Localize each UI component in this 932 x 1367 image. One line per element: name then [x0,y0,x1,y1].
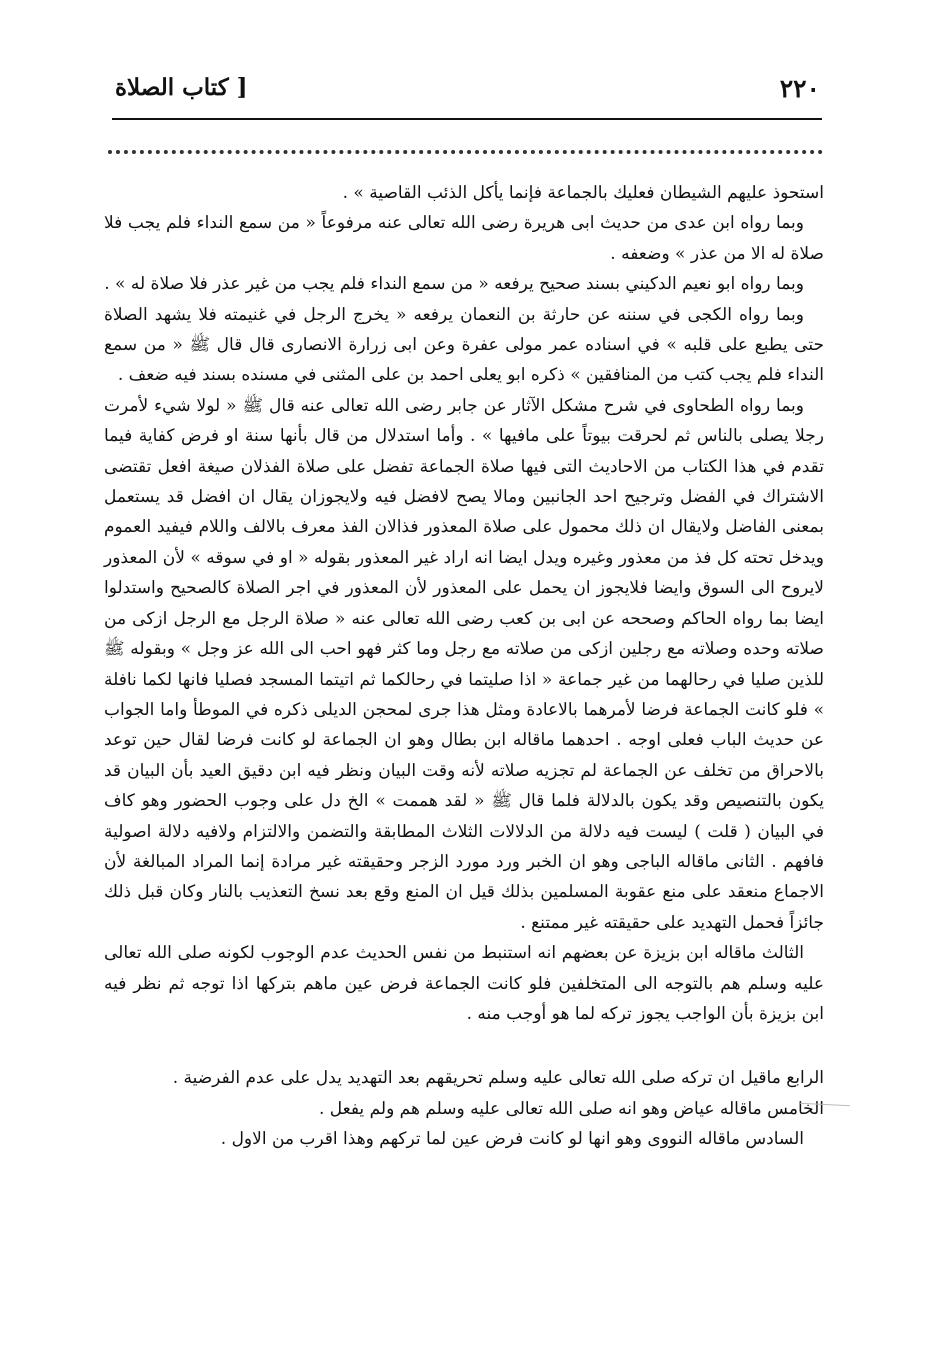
page-number: ٢٢٠ [779,74,820,103]
paragraph-gap [104,1029,824,1063]
paragraph: استحوذ عليهم الشيطان فعليك بالجماعة فإنما يأكل الذئب القاصية » . [342,183,824,203]
header-rule [112,118,822,120]
paragraph: وبما رواه الكجى في سننه عن حارثة بن النعمان يرفعه « يخرج الرجل في غنيمته فلا يشهد الصلاة حتى يطبع على قلبه » في اسناده عمر مولى عفرة وعن ابى زرارة الانصارى قال قال ﷺ « من سمع النداء فلم يجب كتب من المنافقين » ذكره ابو يعلى احمد بن على المثنى في مسنده بسند فيه ضعف . [104,304,824,386]
paragraph: وبما رواه ابن عدى من حديث ابى هريرة رضى الله تعالى عنه مرفوعاً « من سمع النداء فلم يجب فلا صلاة له الا من عذر » وضعفه . [104,213,824,264]
page-header [115,70,820,112]
body-text [104,178,824,1155]
dotted-separator [108,150,823,154]
running-title: [ كتاب الصلاة [115,74,248,101]
paragraph: الرابع ماقيل ان تركه صلى الله تعالى عليه وسلم تحريقهم بعد التهديد يدل على عدم الفرضية . [172,1068,824,1089]
paragraph: وبما رواه ابو نعيم الدكيني بسند صحيح يرفعه « من سمع النداء فلم يجب من غير عذر فلا صلاة له » . [104,274,804,295]
paragraph: السادس ماقاله النووى وهو انها لو كانت فرض عين لما تركهم وهذا اقرب من الاول . [220,1129,804,1150]
paragraph: وبما رواه الطحاوى في شرح مشكل الآثار عن جابر رضى الله تعالى عنه قال ﷺ « لولا شيء لأمرت رجلا يصلى بالناس ثم لحرقت بيوتاً على مافيها » . وأما استدلال من قال بأنها سنة او فرض كفاية فيما تقدم في هذا الكتاب من الاحاديث التى فيها صلاة الجماعة تفضل على صلاة الفذلان صيغة افعل تقتضى الاشتراك في الفضل وترجيح احد الجانبين ومالا يصح لافضل فيه ولايجوزان يقال ان افضل قد يستعمل بمعنى الفاضل ولايقال ان ذلك محمول على صلاة المعذور فذالان الفذ معرف بالالف واللام فيفيد العموم ويدخل تحته كل فذ من معذور وغيره ويدل ايضا انه اراد غير المعذور بقوله « او في سوقه » لأن المعذور لايروح الى السوق وايضا فلايجوز ان يحمل على المعذور لأن المعذور في اجر الصلاة كالصحيح واستدلوا ايضا بما رواه الحاكم وصححه عن ابى بن كعب رضى الله تعالى عنه « صلاة الرجل مع الرجل ازكى من صلاته وحده وصلاته مع رجلين ازكى من صلاته مع رجل وما كثر فهو احب الى الله عز وجل » وبقوله ﷺ للذين صليا في رحالهما من غير جماعة « اذا صليتما في رحالكما ثم اتيتما المسجد فصليا فانها لكما نافلة » فلو كانت الجماعة فرضا لأمرهما بالاعادة ومثل هذا جرى لمحجن الديلى ذكره في الموطأ واما الجواب عن حديث الباب فعلى اوجه . احدهما ماقاله ابن بطال وهو ان الجماعة لو كانت فرضا لقال حين توعد بالاحراق من تخلف عن الجماعة لم تجزيه صلاته لأنه وقت البيان ونظر فيه ابن دقيق العيد بأن البيان قد يكون بالتنصيص وقد يكون بالدلالة فلما قال ﷺ « لقد هممت » الخ دل على وجوب الحضور وهو كاف في البيان ( قلت ) ليست فيه دلالة من الدلالات الثلاث المطابقة والتضمن والالتزام ولافيه دلالة اصولية فافهم . الثانى ماقاله الباجى وهو ان الخبر ورد مورد الزجر وحقيقته غير مرادة إنما المراد المبالغة لأن الاجماع منعقد على منع عقوبة المسلمين بذلك قيل ان المنع وقع بعد نسخ التعذيب بالنار وكان قبل ذلك جائزاً فحمل التهديد على حقيقته غير ممتنع . [104,395,824,933]
paragraph: الخامس ماقاله عياض وهو انه صلى الله تعالى عليه وسلم هم ولم يفعل . [318,1098,824,1119]
paragraph: الثالث ماقاله ابن بزيزة عن بعضهم انه استنبط من نفس الحديث عدم الوجوب لكونه صلى الله تعالى عليه وسلم هم بالتوجه الى المتخلفين فلو كانت الجماعة فرض عين ماهم بتركها اذا توجه ثم نظر فيه ابن بزيزة بأن الواجب يجوز تركه لما هو أوجب منه . [104,943,824,1024]
